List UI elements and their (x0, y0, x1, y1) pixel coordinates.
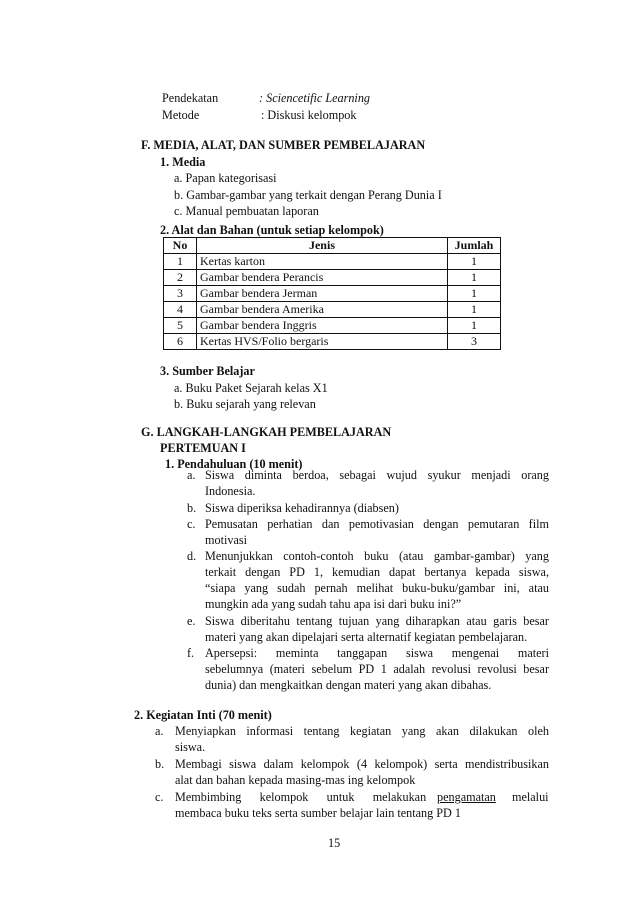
table-cell-jumlah: 1 (448, 254, 501, 270)
pendahuluan-marker-e: e. (187, 614, 196, 628)
table-row (164, 334, 501, 350)
table-row (164, 270, 501, 286)
media-item: c. Manual pembuatan laporan (174, 204, 319, 218)
pendahuluan-item-d-line: Menunjukkan contoh-contoh buku (atau gambar-gambar) yang (205, 549, 549, 563)
pertemuan-title: PERTEMUAN I (160, 441, 246, 455)
pendahuluan-marker-a: a. (187, 468, 196, 482)
metode-label: Metode (162, 108, 200, 122)
inti-item-a-line: siswa. (175, 740, 206, 754)
media-item: a. Papan kategorisasi (174, 171, 277, 185)
table-cell-no: 1 (164, 254, 197, 270)
pendahuluan-item-e-line: Siswa diberitahu tentang tujuan yang diharapkan atau garis besar (205, 614, 549, 628)
inti-marker-a: a. (155, 724, 164, 738)
pendahuluan-marker-f: f. (187, 646, 195, 660)
table-row (164, 254, 501, 270)
pendahuluan-item-d-line: “siapa yang sudah pernah melihat buku-buku/gambar ini, atau (205, 581, 549, 595)
alat-title: 2. Alat dan Bahan (untuk setiap kelompok) (160, 223, 384, 237)
pendahuluan-item-f-line: dunia) dan mengkaitkan dengan materi yang akan dibahas. (205, 678, 492, 692)
pendahuluan-title: 1. Pendahuluan (10 menit) (165, 457, 303, 471)
table-cell-no: 5 (164, 318, 197, 334)
section-g-title: G. LANGKAH-LANGKAH PEMBELAJARAN (141, 425, 392, 439)
pendahuluan-item-a-line: Indonesia. (205, 484, 256, 498)
table-cell-jenis: Gambar bendera Perancis (197, 270, 448, 286)
pendahuluan-item-f-line: sebelumnya (materi sebelum PD 1 adalah revolusi revolusi besar (205, 662, 549, 676)
table-header-jumlah: Jumlah (448, 238, 501, 254)
table-cell-no: 4 (164, 302, 197, 318)
inti-item-c-line-pre: Membimbing kelompok untuk melakukan (175, 790, 427, 804)
inti-item-b-line: Membagi siswa dalam kelompok (4 kelompok) serta mendistribusikan (175, 757, 549, 771)
pendahuluan-item-a-line: Siswa diminta berdoa, sebagai wujud syukur menjadi orang (205, 468, 549, 482)
inti-item-c-line-post: melalui (512, 790, 549, 804)
table-cell-jenis: Kertas karton (197, 254, 448, 270)
inti-item-b-line: alat dan bahan kepada masing-mas ing kelompok (175, 773, 416, 787)
pendahuluan-marker-b: b. (187, 501, 197, 515)
page-number: 15 (328, 836, 341, 850)
inti-marker-b: b. (155, 757, 165, 771)
table-header-jenis: Jenis (197, 238, 448, 254)
pendahuluan-item-c-line: motivasi (205, 533, 247, 547)
table-cell-jenis: Gambar bendera Amerika (197, 302, 448, 318)
section-f-title: F. MEDIA, ALAT, DAN SUMBER PEMBELAJARAN (141, 138, 426, 152)
pendekatan-label: Pendekatan (162, 91, 219, 105)
table-cell-jenis: Gambar bendera Jerman (197, 286, 448, 302)
table-cell-jumlah: 3 (448, 334, 501, 350)
table-cell-jenis: Kertas HVS/Folio bergaris (197, 334, 448, 350)
pendahuluan-item-b-line: Siswa diperiksa kehadirannya (diabsen) (205, 501, 399, 515)
table-cell-no: 3 (164, 286, 197, 302)
inti-item-c-line: membaca buku teks serta sumber belajar lain tentang PD 1 (175, 806, 461, 820)
inti-item-a-line: Menyiapkan informasi tentang kegiatan yang akan dilakukan oleh (175, 724, 549, 738)
inti-title: 2. Kegiatan Inti (70 menit) (134, 708, 272, 722)
pendahuluan-item-c-line: Pemusatan perhatian dan pemotivasian dengan pemutaran film (205, 517, 549, 531)
table-cell-jenis: Gambar bendera Inggris (197, 318, 448, 334)
table-cell-jumlah: 1 (448, 270, 501, 286)
media-title: 1. Media (160, 155, 206, 169)
pendahuluan-item-d-line: terkait dengan PD 1, kemudian dapat bertanya kepada siswa, (205, 565, 549, 579)
pendahuluan-item-d-line: mungkin ada yang sudah tahu apa isi dari buku ini?” (205, 597, 462, 611)
table-cell-jumlah: 1 (448, 286, 501, 302)
pendahuluan-item-e-line: materi yang akan dipelajari serta alternatif kegiatan pembelajaran. (205, 630, 528, 644)
metode-value: : Diskusi kelompok (261, 108, 357, 122)
table-cell-no: 6 (164, 334, 197, 350)
pendekatan-value: : Sciencetific Learning (259, 91, 371, 105)
inti-marker-c: c. (155, 790, 164, 804)
table-row (164, 286, 501, 302)
pendahuluan-item-f-line: Apersepsi: meminta tanggapan siswa mengenai materi (205, 646, 549, 660)
sumber-item: b. Buku sejarah yang relevan (174, 397, 316, 411)
media-item: b. Gambar-gambar yang terkait dengan Perang Dunia I (174, 188, 442, 202)
alat-bahan-table (163, 237, 501, 350)
sumber-item: a. Buku Paket Sejarah kelas X1 (174, 381, 328, 395)
table-header-no: No (164, 238, 197, 254)
pendahuluan-marker-d: d. (187, 549, 197, 563)
table-row (164, 302, 501, 318)
table-header-row (164, 238, 501, 254)
table-cell-no: 2 (164, 270, 197, 286)
table-cell-jumlah: 1 (448, 302, 501, 318)
inti-item-c-underlined: pengamatan (437, 790, 496, 804)
pendahuluan-marker-c: c. (187, 517, 196, 531)
table-cell-jumlah: 1 (448, 318, 501, 334)
sumber-title: 3. Sumber Belajar (160, 364, 255, 378)
table-row (164, 318, 501, 334)
